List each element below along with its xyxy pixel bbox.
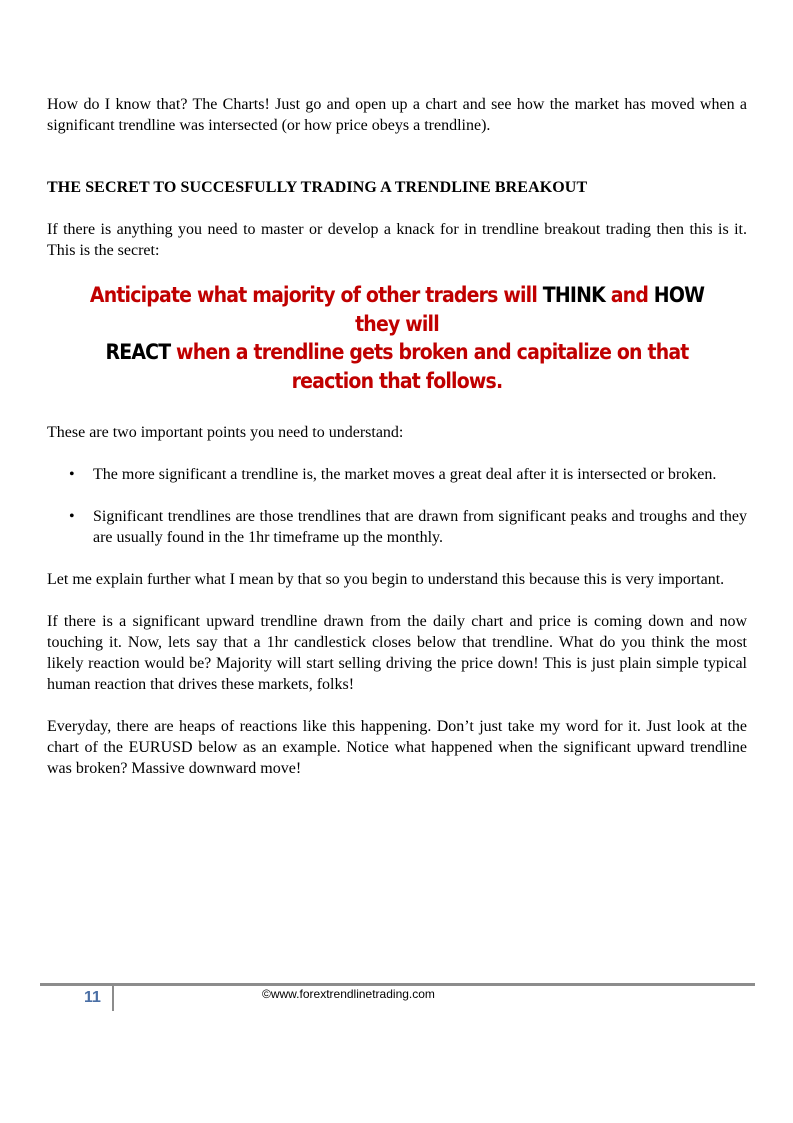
- bullet-text: The more significant a trendline is, the market moves a great deal after it is intersected or broken.: [93, 466, 717, 483]
- footer-divider: [40, 983, 755, 986]
- paragraph-eurusd: Everyday, there are heaps of reactions like this happening. Don’t just take my word for it. Just look at the chart of the EURUSD below as an example. Notice what happened when the significant upward trendline was broken? Massive downward move!: [47, 718, 747, 777]
- bullet-text: Significant trendlines are those trendlines that are drawn from significant peaks and troughs and they are usually found in the 1hr timeframe up the monthly.: [93, 508, 747, 546]
- paragraph-example: If there is a significant upward trendline drawn from the daily chart and price is coming down and now touching it. Now, lets say that a 1hr candlestick closes below that trendline. What do you think the most likely reaction would be? Majority will start selling driving the price down! This is just plain simple typical human reaction that drives these markets, folks!: [47, 613, 747, 693]
- bullet-item: [47, 506, 747, 548]
- bullet-list: [47, 464, 747, 548]
- paragraph-secret-intro: If there is anything you need to master or develop a knack for in trendline breakout trading then this is it. This is the secret:: [47, 221, 747, 259]
- callout-how: HOW: [653, 283, 705, 307]
- footer-vertical-divider: [112, 986, 114, 1011]
- paragraph-explain: Let me explain further what I mean by that so you begin to understand this because this is very important.: [47, 571, 725, 588]
- callout-think: THINK: [542, 283, 605, 307]
- callout-text-2: and: [604, 283, 654, 307]
- callout-text-4: when a trendline gets broken and capitalize on that reaction that follows.: [170, 340, 689, 393]
- page-number: 11: [84, 989, 101, 1006]
- callout-react: REACT: [105, 340, 171, 364]
- secret-callout: [82, 281, 712, 395]
- bullet-item: [47, 464, 747, 485]
- footer-url: ©www.forextrendlinetrading.com: [262, 987, 435, 1001]
- callout-text-1: Anticipate what majority of other traders will: [89, 283, 543, 307]
- section-heading: THE SECRET TO SUCCESFULLY TRADING A TRENDLINE BREAKOUT: [47, 179, 588, 196]
- paragraph-points-intro: These are two important points you need to understand:: [47, 424, 404, 441]
- page-body: [47, 94, 747, 779]
- bullet-dot-icon: •: [69, 466, 75, 483]
- callout-text-3: they will: [355, 311, 439, 336]
- bullet-dot-icon: •: [69, 508, 75, 525]
- paragraph-intro: How do I know that? The Charts! Just go and open up a chart and see how the market has moved when a significant trendline was intersected (or how price obeys a trendline).: [47, 96, 747, 134]
